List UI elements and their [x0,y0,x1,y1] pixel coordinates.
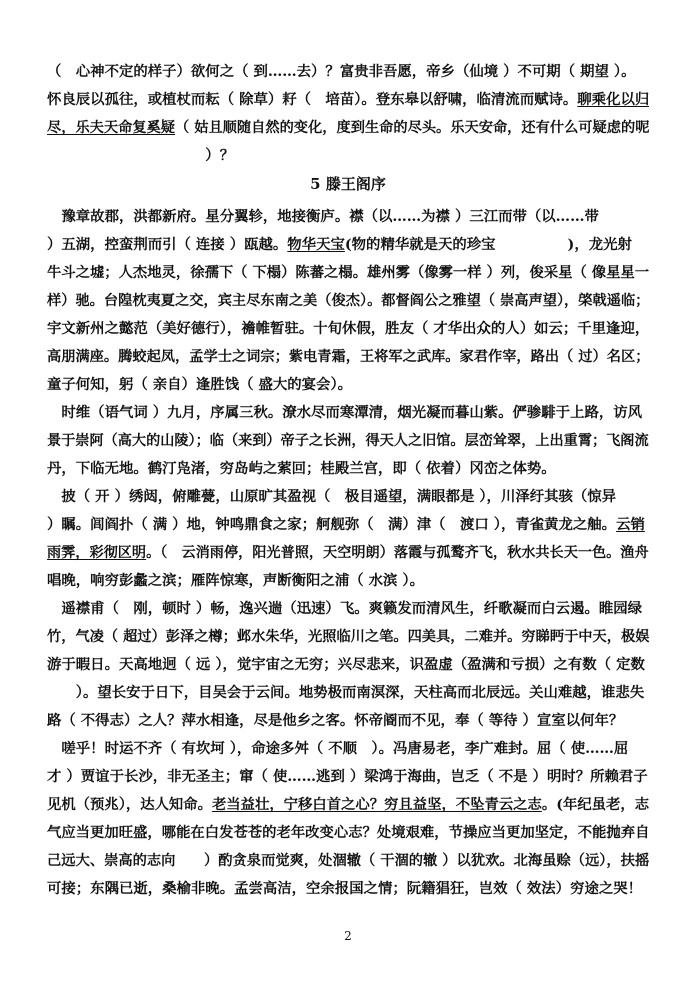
text-segment: 见机（预兆），达人知命。 [47,796,212,813]
text-line [47,371,649,399]
text-segment: 披（ 开 ）绣闼，俯雕甍，山原旷其盈视（ 极目遥望，满眼都是 ），川泽纡其骇（惊异 [47,488,617,505]
underlined-phrase: 云销 [616,516,645,533]
text-line [47,819,649,847]
underlined-phrase: 尽，乐夫天命复奚疑 [47,119,176,136]
underlined-phrase: 雨霁，彩彻区明 [47,544,147,561]
underlined-phrase: 物华天宝 [287,236,345,253]
text-segment: 样）驰。台隍枕夷夏之交，宾主尽东南之美（俊杰）。都督阎公之雅望（ 崇高声望），棨戟遥临； [47,292,649,309]
text-segment: 气应当更加旺盛，哪能在白发苍苍的老年改变心志？处境艰难，节操应当更加坚定，不能抛弃自 [47,824,649,841]
text-line [47,791,649,819]
text-segment: 怀良辰以孤往，或植杖而耘（ 除草）耔（ 培苗）。登东皋以舒啸，临清流而赋诗。 [47,91,578,108]
text-segment: 可接；东隅已逝，桑榆非晚。孟尝高洁，空余报国之情；阮籍猖狂，岂效（ 效法）穷途之哭！ [47,880,643,897]
text-segment: （ 姑且顺随自然的变化，度到生命的尽头。乐天安命，还有什么可疑虑的呢 [175,119,649,136]
text-segment: 才 ）贾谊于长沙，非无圣主；窜（ 使……逃到 ）梁鸿于海曲，岂乏（ 不是 ）明时？所赖君子 [47,768,648,785]
text-line [47,707,649,735]
text-line [47,511,649,539]
text-line [47,343,649,371]
text-line [47,142,649,170]
text-line [47,567,649,595]
text-line [47,623,649,651]
text-segment: ）。望长安于日下，目吴会于云间。地势极而南溟深，天柱高而北辰远。关山难越，谁悲失 [47,684,645,701]
text-segment: 游于暇日。天高地迥（ 远 ），觉宇宙之无穷；兴尽悲来，识盈虚（盈满和亏损）之有数（ 定数 [47,656,645,673]
text-segment: ）？ [47,147,235,164]
text-line [47,203,649,231]
text-segment: 嗟乎！时运不齐（ 有坎坷 ），命途多舛（ 不顺 ）。冯唐易老，李广难封。屈（ 使……屈 [47,740,629,757]
text-line [47,259,649,287]
text-line [47,315,649,343]
text-line [47,427,649,455]
text-segment: ）瞩。闾阎扑（ 满 ）地，钟鸣鼎食之家；舸舰弥（ 满）津（ 渡口 ），青雀黄龙之舳。 [47,516,617,533]
text-segment: 竹，气凌（ 超过）彭泽之樽；邺水朱华，光照临川之笔。四美具，二难并。穷睇眄于中天，极娱 [47,628,649,645]
text-line [47,763,649,791]
text-segment: 遥襟甫（ 刚，顿时 ）畅，逸兴遄（迅速）飞。爽籁发而清风生，纤歌凝而白云遏。睢园绿 [47,600,643,617]
text-segment: 宇文新州之懿范（美好德行），襜帷暂驻。十旬休假，胜友（ 才华出众的人）如云；千里逢迎， [47,320,649,337]
text-line [47,847,649,875]
page-number: 2 [344,929,352,943]
text-segment: 景于崇阿（高大的山陵）；临（来到）帝子之长洲，得天人之旧馆。层峦耸翠，上出重霄；飞阁流 [47,432,649,449]
text-line [47,483,649,511]
underlined-phrase: 聊乘化以归 [577,91,649,108]
text-segment: 牛斗之墟；人杰地灵，徐孺下（ 下榻）陈蕃之榻。雄州雾（像雾一样 ）列，俊采星（ 像星星一 [47,264,649,281]
text-line [47,651,649,679]
text-line [47,58,649,86]
text-segment: （ 心神不定的样子）欲何之（ 到……去）？富贵非吾愿，帝乡（仙境 ）不可期（ 期望 ）。 [47,63,636,80]
text-segment: 时维（语气词 ）九月，序属三秋。潦水尽而寒潭清，烟光凝而暮山紫。俨骖騑于上路，访风 [47,404,643,421]
text-segment: 己远大、崇高的志向 ）酌贪泉而觉爽，处涸辙（ 干涸的辙 ）以犹欢。北海虽赊（远），扶摇 [47,852,649,869]
text-line [47,595,649,623]
text-segment: 高朋满座。腾蛟起凤，孟学士之词宗；紫电青霜，王将军之武库。家君作宰，路出（ 过）名区； [47,348,649,365]
text-line [47,231,649,259]
text-segment: 童子何知，躬（ 亲自）逢胜饯（ 盛大的宴会）。 [47,376,353,393]
text-line [47,539,649,567]
underlined-phrase: 老当益壮，宁移白首之心？穷且益坚，不坠青云之志 [211,796,542,813]
text-segment: 。(年纪虽老，志 [541,796,649,813]
text-segment: 路（ 不得志）之人？萍水相逢，尽是他乡之客。怀帝阍而不见，奉（ 等待 ）宣室以何年？ [47,712,624,729]
text-segment: (物的精华就是天的珍宝 )，龙光射 [344,236,632,253]
section-title: 5 滕王阁序 [310,175,386,193]
text-line [47,114,649,142]
text-line [47,399,649,427]
text-segment: 唱晚，响穷彭蠡之滨；雁阵惊寒，声断衡阳之浦（ 水滨 ）。 [47,572,424,589]
text-line [47,735,649,763]
text-segment: 。（ 云消雨停，阳光普照，天空明朗）落霞与孤鹜齐飞，秋水共长天一色。渔舟 [146,544,649,561]
text-line [47,875,649,903]
text-line [47,455,649,483]
text-segment: ）五湖，控蛮荆而引（ 连接 ）瓯越。 [47,236,288,253]
text-segment: 丹，下临无地。鹤汀凫渚，穷岛屿之萦回；桂殿兰宫，即（ 依着）冈峦之体势。 [47,460,556,477]
text-line [47,86,649,114]
text-segment: 豫章故郡，洪都新府。星分翼轸，地接衡庐。襟（以……为襟 ）三江而带（以……带 [47,208,599,225]
text-line [47,287,649,315]
text-line [47,679,649,707]
